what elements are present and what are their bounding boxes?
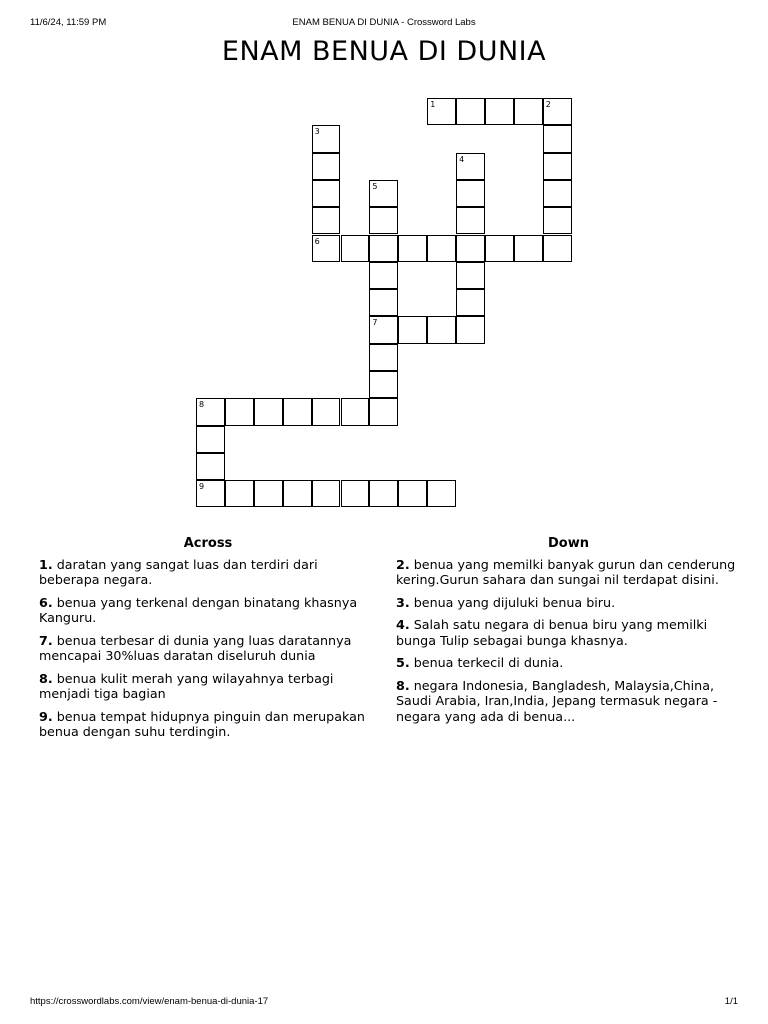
crossword-cell[interactable] bbox=[456, 98, 485, 125]
down-heading: Down bbox=[548, 536, 589, 551]
crossword-cell[interactable] bbox=[514, 98, 543, 125]
crossword-cell[interactable] bbox=[341, 398, 370, 425]
clue-number: 7. bbox=[39, 632, 53, 648]
clue-down-8 bbox=[396, 678, 741, 725]
crossword-cell[interactable] bbox=[456, 235, 485, 262]
crossword-cell[interactable] bbox=[514, 235, 543, 262]
crossword-cell[interactable] bbox=[543, 98, 572, 125]
crossword-cell[interactable] bbox=[254, 480, 283, 507]
crossword-cell[interactable] bbox=[398, 316, 427, 343]
clue-number: 8. bbox=[39, 670, 53, 686]
crossword-cell[interactable] bbox=[427, 235, 456, 262]
crossword-cell[interactable] bbox=[312, 153, 341, 180]
crossword-cell[interactable] bbox=[543, 153, 572, 180]
clue-text: benua terkecil di dunia. bbox=[413, 655, 564, 670]
crossword-cell[interactable] bbox=[196, 480, 225, 507]
crossword-cell[interactable] bbox=[369, 371, 398, 398]
clue-across-9 bbox=[39, 709, 377, 740]
cell-number: 4 bbox=[459, 154, 465, 164]
crossword-cell[interactable] bbox=[196, 398, 225, 425]
crossword-cell[interactable] bbox=[283, 398, 312, 425]
clue-text: benua terbesar di dunia yang luas daratannya mencapai 30%luas daratan diseluruh dunia bbox=[39, 632, 352, 663]
clue-down-2 bbox=[396, 557, 741, 588]
crossword-cell[interactable] bbox=[427, 480, 456, 507]
cell-number: 2 bbox=[545, 100, 551, 109]
crossword-cell[interactable] bbox=[456, 262, 485, 289]
crossword-cell[interactable] bbox=[312, 480, 341, 507]
crossword-cell[interactable] bbox=[312, 398, 341, 425]
clue-text: benua yang dijuluki benua biru. bbox=[413, 594, 616, 610]
crossword-cell[interactable] bbox=[312, 235, 341, 262]
clue-number: 2. bbox=[396, 556, 410, 572]
cell-number: 3 bbox=[314, 127, 320, 137]
crossword-cell[interactable] bbox=[312, 125, 341, 152]
crossword-cell[interactable] bbox=[456, 180, 485, 207]
clue-number: 9. bbox=[39, 708, 53, 724]
crossword-cell[interactable] bbox=[369, 180, 398, 207]
crossword-cell[interactable] bbox=[369, 289, 398, 316]
crossword-cell[interactable] bbox=[369, 262, 398, 289]
clue-text: negara Indonesia, Bangladesh, Malaysia,China, Saudi Arabia, Iran,India, Jepang termasuk negara - negara yang ada di benua... bbox=[396, 677, 718, 724]
crossword-cell[interactable] bbox=[485, 98, 514, 125]
clue-number: 6. bbox=[39, 594, 53, 610]
clue-number: 1. bbox=[39, 556, 53, 572]
crossword-cell[interactable] bbox=[225, 398, 254, 425]
crossword-cell[interactable] bbox=[485, 235, 514, 262]
clue-text: benua yang memilki banyak gurun dan cenderung kering.Gurun sahara dan sungai nil terdapat disini. bbox=[396, 556, 736, 587]
crossword-cell[interactable] bbox=[398, 480, 427, 507]
clue-number: 4. bbox=[396, 617, 410, 632]
crossword-cell[interactable] bbox=[543, 180, 572, 207]
crossword-cell[interactable] bbox=[456, 289, 485, 316]
crossword-cell[interactable] bbox=[369, 344, 398, 371]
clue-text: daratan yang sangat luas dan terdiri dari beberapa negara. bbox=[39, 556, 318, 587]
print-page-title: ENAM BENUA DI DUNIA - Crossword Labs bbox=[292, 17, 476, 28]
clue-across-7 bbox=[39, 633, 377, 664]
clue-across-1 bbox=[39, 557, 377, 588]
cell-number: 5 bbox=[372, 181, 378, 191]
footer-page-number: 1/1 bbox=[724, 996, 738, 1007]
clue-down-4 bbox=[396, 617, 741, 648]
down-clues bbox=[396, 536, 741, 731]
clue-text: benua yang terkenal dengan binatang khasnya Kanguru. bbox=[39, 594, 358, 625]
crossword-cell[interactable] bbox=[369, 207, 398, 234]
footer-url: https://crosswordlabs.com/view/enam-benua-di-dunia-17 bbox=[30, 996, 269, 1007]
crossword-cell[interactable] bbox=[341, 235, 370, 262]
crossword-cell[interactable] bbox=[341, 480, 370, 507]
clue-down-5 bbox=[396, 655, 741, 671]
cell-number: 9 bbox=[199, 482, 205, 492]
crossword-cell[interactable] bbox=[369, 480, 398, 507]
crossword-cell[interactable] bbox=[398, 235, 427, 262]
clue-across-6 bbox=[39, 595, 377, 626]
crossword-cell[interactable] bbox=[312, 207, 341, 234]
clue-number: 3. bbox=[396, 594, 410, 610]
page-title: ENAM BENUA DI DUNIA bbox=[221, 36, 547, 67]
crossword-cell[interactable] bbox=[369, 316, 398, 343]
cell-number: 7 bbox=[372, 318, 378, 328]
clue-text: Salah satu negara di benua biru yang memilki bunga Tulip sebagai bunga khasnya. bbox=[396, 617, 708, 648]
crossword-cell[interactable] bbox=[543, 125, 572, 152]
clue-number: 8. bbox=[396, 677, 410, 693]
crossword-cell[interactable] bbox=[456, 316, 485, 343]
cell-number: 8 bbox=[199, 400, 205, 410]
clue-text: benua kulit merah yang wilayahnya terbagi menjadi tiga bagian bbox=[39, 670, 334, 701]
crossword-cell[interactable] bbox=[369, 398, 398, 425]
crossword-cell[interactable] bbox=[427, 316, 456, 343]
crossword-cell[interactable] bbox=[456, 153, 485, 180]
crossword-cell[interactable] bbox=[254, 398, 283, 425]
cell-number: 1 bbox=[430, 100, 436, 109]
clue-text: benua tempat hidupnya pinguin dan merupakan benua dengan suhu terdingin. bbox=[39, 708, 365, 739]
clue-down-3 bbox=[396, 595, 741, 611]
clue-across-8 bbox=[39, 671, 377, 702]
cell-number: 6 bbox=[314, 236, 320, 246]
crossword-cell[interactable] bbox=[283, 480, 312, 507]
across-clues bbox=[39, 536, 377, 747]
crossword-cell[interactable] bbox=[369, 235, 398, 262]
crossword-cell[interactable] bbox=[225, 480, 254, 507]
crossword-cell[interactable] bbox=[543, 207, 572, 234]
crossword-cell[interactable] bbox=[543, 235, 572, 262]
crossword-cell[interactable] bbox=[312, 180, 341, 207]
print-datetime: 11/6/24, 11:59 PM bbox=[30, 17, 107, 28]
clue-number: 5. bbox=[396, 655, 410, 670]
crossword-cell[interactable] bbox=[456, 207, 485, 234]
crossword-cell[interactable] bbox=[196, 453, 225, 480]
crossword-cell[interactable] bbox=[427, 98, 456, 125]
crossword-cell[interactable] bbox=[196, 426, 225, 453]
across-heading: Across bbox=[183, 536, 233, 551]
